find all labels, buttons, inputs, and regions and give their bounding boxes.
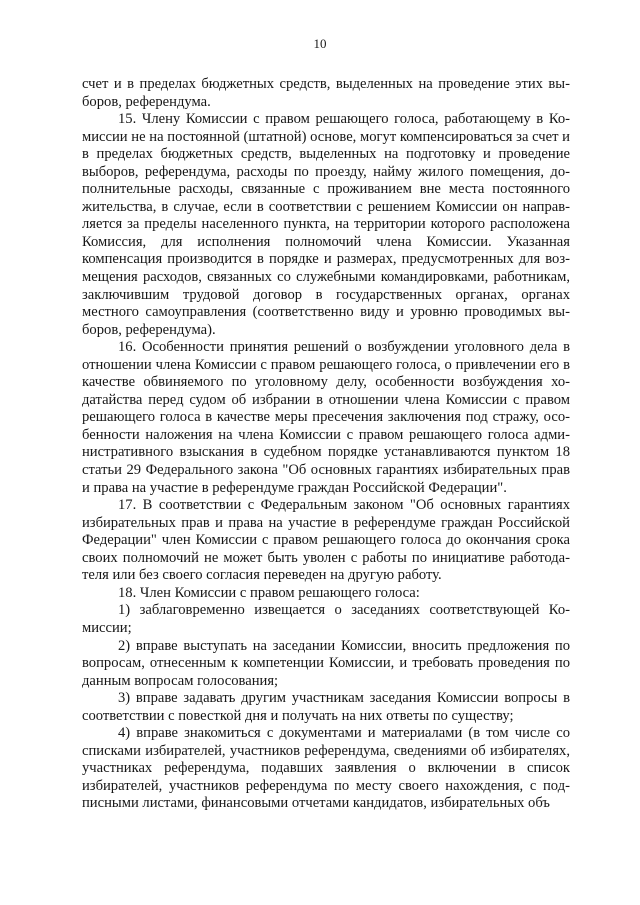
paragraph-continuation: счет и в пределах бюджетных средств, выделенных на проведение этих выборов, референдума. bbox=[82, 76, 570, 110]
paragraph-item-16: 16. Особенности принятия решений о возбуждении уголовного дела в отношении члена Комиссии с правом решающего голоса, о привлечении его в качестве обвиняемого по уголовному делу, особенности возбуждения ходатайства перед судом об избрании в отношении члена Комиссии с правом решающего голоса в качестве меры пресечения заключения под стражу, особенности наложения на члена Комиссии с правом решающего голоса административного взыскания в судебном порядке устанавливаются пунктом 18 статьи 29 Федерального закона "Об основных гарантиях избирательных прав и права на участие в референдуме граждан Российской Федерации". bbox=[82, 339, 570, 496]
paragraph-item-17: 17. В соответствии с Федеральным законом "Об основных гарантиях избирательных прав и права на участие в референдуме граждан Российской Федерации" член Комиссии с правом решающего голоса до окончания срока своих полномочий не может быть уволен с работы по инициативе работодателя или без своего согласия переведен на другую работу. bbox=[82, 497, 570, 584]
paragraph-subitem-3: 3) вправе задавать другим участникам заседания Комиссии вопросы в соответствии с повесткой дня и получать на них ответы по существу; bbox=[82, 690, 570, 724]
page-number: 10 bbox=[313, 36, 327, 51]
paragraph-subitem-1: 1) заблаговременно извещается о заседаниях соответствующей Комиссии; bbox=[82, 602, 570, 636]
document-body bbox=[82, 76, 570, 813]
paragraph-item-15: 15. Члену Комиссии с правом решающего голоса, работающему в Комиссии не на постоянной (штатной) основе, могут компенсироваться за счет и в пределах бюджетных средств, выделенных на подготовку и проведение выборов, референдума, расходы по проезду, найму жилого помещения, дополнительные расходы, связанные с проживанием вне места постоянного жительства, в случае, если в соответствии с решением Комиссии он направляется за пределы населенного пункта, на территории которого расположена Комиссия, для исполнения полномочий члена Комиссии. Указанная компенсация производится в порядке и размерах, предусмотренных для возмещения расходов, связанных со служебными командировками, работникам, заключившим трудовой договор в государственных органах, органах местного самоуправления (соответственно виду и уровню проводимых выборов, референдума). bbox=[82, 111, 570, 338]
paragraph-item-18: 18. Член Комиссии с правом решающего голоса: bbox=[118, 584, 420, 601]
paragraph-subitem-2: 2) вправе выступать на заседании Комиссии, вносить предложения по вопросам, отнесенным к компетенции Комиссии, и требовать проведения по данным вопросам голосования; bbox=[82, 637, 570, 689]
paragraph-subitem-4: 4) вправе знакомиться с документами и материалами (в том числе со списками избирателей, участников референдума, сведениями об избирателях, участниках референдума, подавших заявления о включении в список избирателей, участников референдума по месту своего нахождения, с подписными листами, финансовыми отчетами кандидатов, избирательных объ bbox=[82, 725, 570, 812]
